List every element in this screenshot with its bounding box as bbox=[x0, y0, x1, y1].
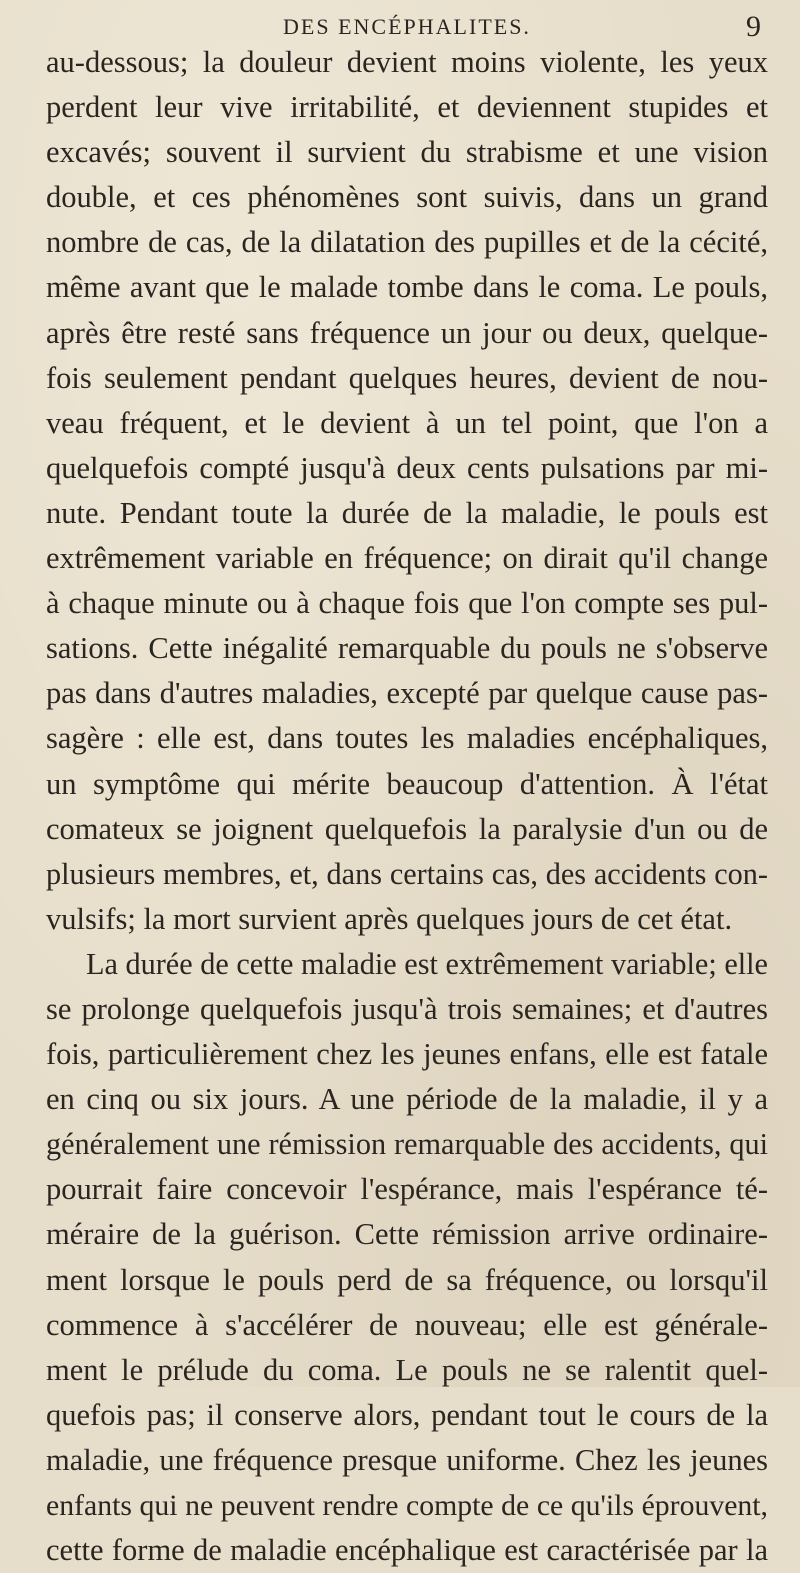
text-line: méraire de la guérison. Cette rémission arrive ordinaire- bbox=[46, 1217, 768, 1252]
page-number: 9 bbox=[746, 10, 762, 43]
text-line: double, et ces phénomènes sont suivis, dans un grand bbox=[46, 180, 768, 215]
text-line: fois seulement pendant quelques heures, devient de nou- bbox=[46, 360, 768, 395]
running-head bbox=[46, 6, 768, 43]
text-line: un symptôme qui mérite beaucoup d'attention. À l'état bbox=[46, 766, 768, 801]
text-line: quelquefois compté jusqu'à deux cents pulsations par mi- bbox=[46, 450, 768, 485]
text-line: pas dans d'autres maladies, excepté par quelque cause pas- bbox=[46, 676, 768, 711]
text-line: commence à s'accélérer de nouveau; elle est générale- bbox=[46, 1307, 768, 1342]
text-line: au-dessous; la douleur devient moins violente, les yeux bbox=[46, 45, 768, 79]
text-line: sagère : elle est, dans toutes les maladies encéphaliques, bbox=[46, 721, 768, 756]
text-line: vulsifs; la mort survient après quelques jours de cet état. bbox=[46, 901, 733, 936]
text-line: même avant que le malade tombe dans le coma. Le pouls, bbox=[46, 270, 768, 305]
text-line: en cinq ou six jours. A une période de la maladie, il y a bbox=[46, 1082, 768, 1117]
text-line: à chaque minute ou à chaque fois que l'on compte ses pul- bbox=[46, 586, 768, 621]
text-line: maladie, une fréquence presque uniforme. Chez les jeunes bbox=[46, 1442, 768, 1477]
text-line: quefois pas; il conserve alors, pendant tout le cours de la bbox=[46, 1397, 768, 1432]
text-line: pourrait faire concevoir l'espérance, mais l'espérance té- bbox=[46, 1172, 768, 1207]
text-line: nombre de cas, de la dilatation des pupilles et de la cécité, bbox=[46, 225, 768, 260]
text-line: ment lorsque le pouls perd de sa fréquence, ou lorsqu'il bbox=[46, 1262, 768, 1297]
text-line: comateux se joignent quelquefois la paralysie d'un ou de bbox=[46, 811, 768, 846]
text-line: cette forme de maladie encéphalique est caractérisée par la bbox=[46, 1533, 768, 1568]
text-line: ment le prélude du coma. Le pouls ne se ralentit quel- bbox=[46, 1352, 768, 1387]
text-line: veau fréquent, et le devient à un tel point, que l'on a bbox=[46, 405, 768, 440]
body-text bbox=[46, 40, 768, 1573]
text-line: sations. Cette inégalité remarquable du pouls ne s'observe bbox=[46, 631, 768, 666]
text-line: enfants qui ne peuvent rendre compte de ce qu'ils éprouvent, bbox=[46, 1489, 768, 1522]
text-line: nute. Pendant toute la durée de la maladie, le pouls est bbox=[46, 495, 768, 530]
text-line: se prolonge quelquefois jusqu'à trois semaines; et d'autres bbox=[46, 991, 768, 1026]
text-line: extrêmement variable en fréquence; on dirait qu'il change bbox=[46, 541, 768, 576]
text-line: après être resté sans fréquence un jour ou deux, quelque- bbox=[46, 315, 768, 350]
text-line: excavés; souvent il survient du strabisme et une vision bbox=[46, 135, 768, 170]
text-line: perdent leur vive irritabilité, et deviennent stupides et bbox=[46, 90, 768, 125]
text-line: généralement une rémission remarquable des accidents, qui bbox=[46, 1127, 768, 1162]
text-line: fois, particulièrement chez les jeunes enfans, elle est fatale bbox=[46, 1037, 768, 1072]
text-line: plusieurs membres, et, dans certains cas, des accidents con- bbox=[46, 856, 768, 891]
running-title: DES ENCÉPHALITES. bbox=[283, 14, 531, 39]
paragraph-start-line: La durée de cette maladie est extrêmement variable; elle bbox=[86, 946, 768, 981]
